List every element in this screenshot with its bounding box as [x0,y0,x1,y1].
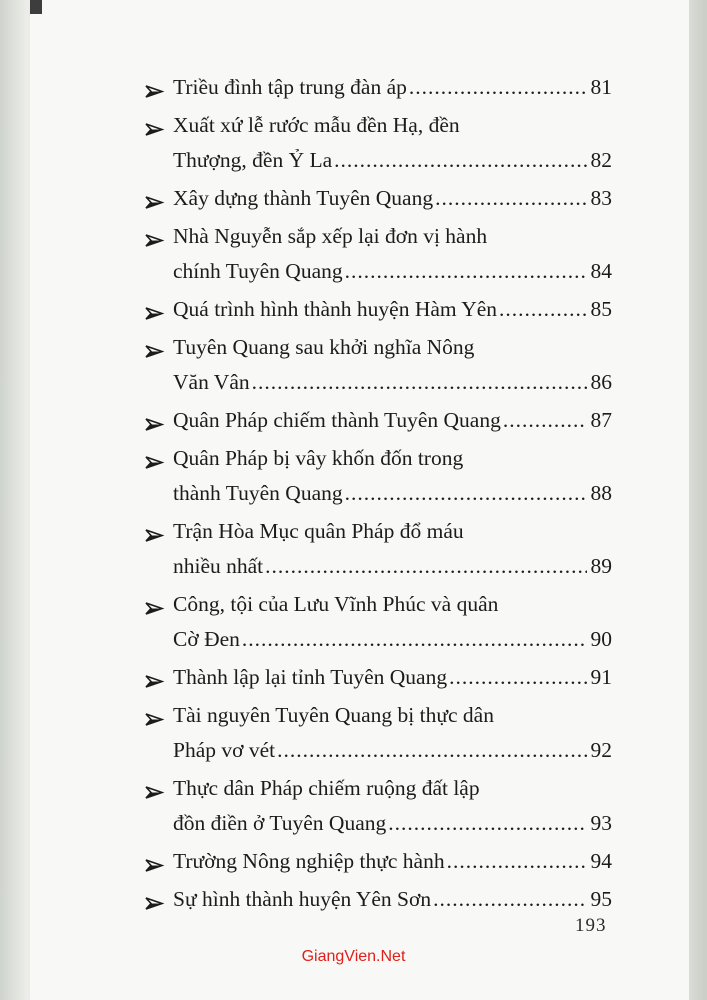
toc-page-number: 95 [590,887,612,911]
toc-page-number: 87 [590,408,612,432]
toc-entry-title-line: Thực dân Pháp chiếm ruộng đất lập [173,776,480,800]
toc-entry-title-line: Quân Pháp chiếm thành Tuyên Quang [173,408,501,432]
toc-page-number: 84 [590,259,612,283]
arrow-bullet-icon [142,660,166,695]
toc-entry-title-line: Công, tội của Lưu Vĩnh Phúc và quân [173,592,499,616]
page-edge-right [689,0,707,1000]
dot-leader [242,622,587,657]
dot-leader [345,476,587,511]
toc-entry-title-line: Quá trình hình thành huyện Hàm Yên [173,297,498,321]
toc-entry [140,70,612,105]
toc-page-number: 93 [590,811,612,835]
dot-leader [252,365,587,400]
toc-page-number: 82 [590,148,612,172]
toc-page-number: 86 [590,370,612,394]
toc-page-number: 89 [590,554,612,578]
toc-entry-title-line: Pháp vơ vét [173,738,276,762]
toc-entry [140,441,612,511]
dot-leader [334,143,586,178]
toc-entry [140,587,612,657]
dot-leader [447,844,587,879]
arrow-bullet-icon [142,108,166,143]
arrow-bullet-icon [142,70,166,105]
toc-entry-title-line: Văn Vân [173,370,250,394]
arrow-bullet-icon [142,181,166,216]
arrow-bullet-icon [142,330,166,365]
toc-entry [140,108,612,178]
arrow-bullet-icon [142,698,166,733]
toc-entry-title-line: Tuyên Quang sau khởi nghĩa Nông [173,335,475,359]
arrow-bullet-icon [142,219,166,254]
dot-leader [449,660,586,695]
arrow-bullet-icon [142,514,166,549]
toc-entry-title-line: thành Tuyên Quang [173,481,343,505]
book-spine-shadow [0,0,32,1000]
toc-entry-title-line: Xây dựng thành Tuyên Quang [173,186,434,210]
toc-entry [140,660,612,695]
dot-leader [435,181,586,216]
toc-entry-title-line: Xuất xứ lễ rước mẫu đền Hạ, đền [173,113,460,137]
arrow-bullet-icon [142,844,166,879]
toc-page-number: 92 [590,738,612,762]
toc-entry-title-line: đồn điền ở Tuyên Quang [173,811,387,835]
toc-entry [140,882,612,917]
toc-entry-title-line: Nhà Nguyễn sắp xếp lại đơn vị hành [173,224,488,248]
toc-page-number: 81 [590,75,612,99]
toc-entry [140,403,612,438]
toc-entry-title-line: nhiều nhất [173,554,264,578]
dot-leader [409,70,587,105]
toc-entry-title-line: Cờ Đen [173,627,240,651]
toc-entry [140,844,612,879]
toc-page-number: 88 [590,481,612,505]
toc-entry [140,219,612,289]
dot-leader [433,882,586,917]
toc-entry-title-line: Sự hình thành huyện Yên Sơn [173,887,432,911]
arrow-bullet-icon [142,771,166,806]
toc-entry-title-line: Trường Nông nghiệp thực hành [173,849,445,873]
arrow-bullet-icon [142,441,166,476]
toc-page-number: 94 [590,849,612,873]
toc-page-number: 91 [590,665,612,689]
dot-leader [503,403,587,438]
toc-page-number: 83 [590,186,612,210]
toc-entry-title-line: chính Tuyên Quang [173,259,343,283]
page-number: 193 [575,915,607,936]
toc-entry [140,292,612,327]
arrow-bullet-icon [142,882,166,917]
toc-entry-title-line: Thành lập lại tỉnh Tuyên Quang [173,665,448,689]
dot-leader [345,254,587,289]
toc-page-number: 90 [590,627,612,651]
toc-entry-title-line: Thượng, đền Ỷ La [173,148,333,172]
dot-leader [265,549,586,584]
toc-entry [140,771,612,841]
arrow-bullet-icon [142,587,166,622]
dot-leader [277,733,586,768]
table-of-contents [140,70,612,920]
toc-entry-title-line: Quân Pháp bị vây khốn đốn trong [173,446,464,470]
watermark-text: GiangVien.Net [301,948,406,965]
arrow-bullet-icon [142,292,166,327]
arrow-bullet-icon [142,403,166,438]
corner-mark [30,0,42,14]
toc-page-number: 85 [590,297,612,321]
toc-entry-title-line: Tài nguyên Tuyên Quang bị thực dân [173,703,494,727]
toc-entry [140,330,612,400]
toc-entry-title-line: Trận Hòa Mục quân Pháp đổ máu [173,519,464,543]
dot-leader [499,292,586,327]
dot-leader [388,806,586,841]
toc-entry [140,181,612,216]
toc-entry [140,514,612,584]
toc-entry-title-line: Triều đình tập trung đàn áp [173,75,407,99]
toc-entry [140,698,612,768]
